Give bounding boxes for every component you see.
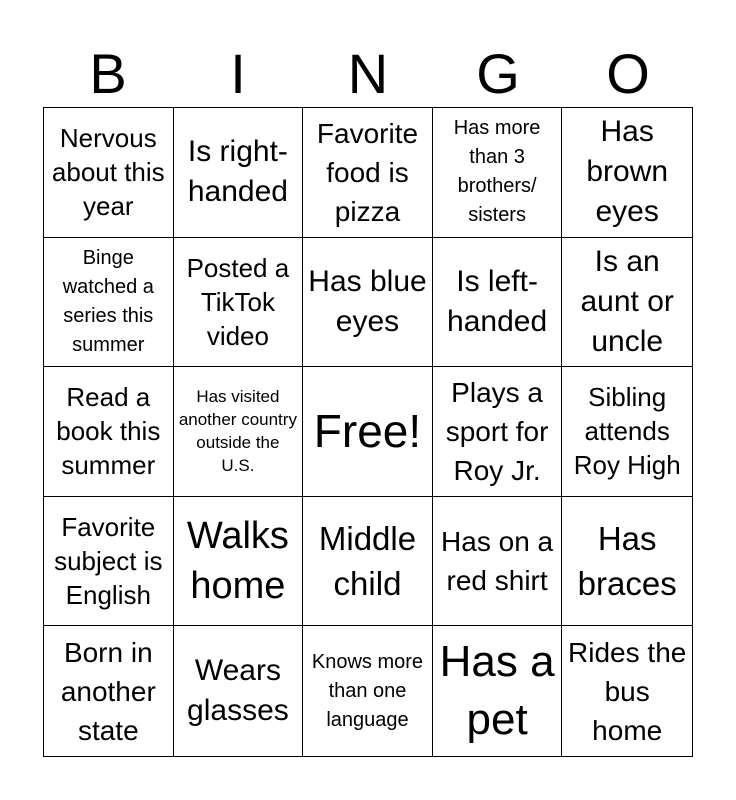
bingo-cell[interactable] <box>174 626 304 756</box>
header-letter-n: N <box>347 42 389 105</box>
cell-text: Is right-handed <box>187 135 288 209</box>
header-letter-b: B <box>89 42 127 105</box>
bingo-board <box>43 107 693 757</box>
bingo-cell[interactable] <box>303 238 433 368</box>
cell-text: Has brown eyes <box>586 115 669 229</box>
header-letter-i: I <box>230 42 246 105</box>
bingo-cell[interactable] <box>174 108 304 238</box>
bingo-cell[interactable] <box>303 108 433 238</box>
header-letter-g: G <box>476 42 520 105</box>
bingo-cell[interactable] <box>174 367 304 497</box>
cell-text: Is left-handed <box>447 264 548 338</box>
bingo-cell[interactable] <box>44 367 174 497</box>
bingo-cell[interactable] <box>562 497 692 627</box>
cell-text: Nervous about this year <box>51 123 165 222</box>
bingo-cell[interactable] <box>44 238 174 368</box>
bingo-cell[interactable] <box>433 108 563 238</box>
cell-text: Rides the bus home <box>568 636 687 746</box>
bingo-cell[interactable] <box>174 238 304 368</box>
bingo-cell[interactable] <box>44 497 174 627</box>
bingo-cell[interactable] <box>44 626 174 756</box>
cell-text: Sibling attends Roy High <box>573 382 681 481</box>
cell-text: Is an aunt or uncle <box>580 244 674 358</box>
cell-text: Has blue eyes <box>308 264 427 338</box>
bingo-cell[interactable] <box>174 497 304 627</box>
cell-text: Read a book this summer <box>56 382 161 481</box>
cell-text: Has visited another country outside the U.S. <box>178 387 297 476</box>
cell-text: Has on a red shirt <box>441 526 554 597</box>
bingo-cell[interactable] <box>562 626 692 756</box>
bingo-cell[interactable] <box>433 238 563 368</box>
cell-text: Born in another state <box>60 636 156 746</box>
bingo-cell[interactable] <box>562 367 692 497</box>
bingo-header <box>43 40 693 108</box>
cell-text: Favorite subject is English <box>54 512 163 611</box>
header-letter-o: O <box>606 42 650 105</box>
bingo-cell[interactable] <box>562 108 692 238</box>
cell-text: Binge watched a series this summer <box>62 246 154 356</box>
free-space-cell[interactable] <box>303 367 433 497</box>
bingo-cell[interactable] <box>433 626 563 756</box>
cell-text: Walks home <box>186 515 289 608</box>
cell-text: Favorite food is pizza <box>316 117 419 227</box>
bingo-cell[interactable] <box>44 108 174 238</box>
free-space-text: Free! <box>313 405 422 458</box>
bingo-cell[interactable] <box>562 238 692 368</box>
cell-text: Has more than 3 brothers/ sisters <box>453 117 541 227</box>
cell-text: Knows more than one language <box>311 650 424 731</box>
bingo-cell[interactable] <box>303 626 433 756</box>
cell-text: Plays a sport for Roy Jr. <box>445 376 549 486</box>
bingo-cell[interactable] <box>303 497 433 627</box>
cell-text: Posted a TikTok video <box>186 252 290 351</box>
cell-text: Wears glasses <box>187 654 289 728</box>
bingo-cell[interactable] <box>433 497 563 627</box>
cell-text: Middle child <box>318 520 417 603</box>
cell-text: Has braces <box>577 520 677 603</box>
cell-text: Has a pet <box>439 637 555 745</box>
bingo-cell[interactable] <box>433 367 563 497</box>
